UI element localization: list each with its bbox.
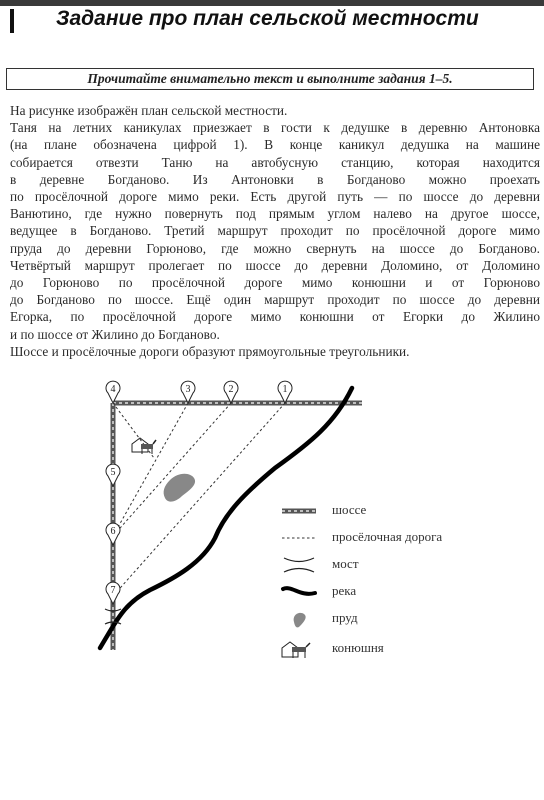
text-line: до Горюново по просёлочной дороге мимо конюшни и от Горюново: [10, 275, 540, 291]
pin-number: 6: [110, 526, 116, 537]
text-line: по просёлочной дороге мимо реки. Есть другой путь — по шоссе до деревни: [10, 189, 540, 205]
stable-icon: [132, 438, 156, 454]
legend-item-dirt-road: [280, 527, 480, 549]
text-line: (на плане обозначена цифрой 1). В конце каникул дедушка на машине: [10, 137, 540, 153]
text-line: На рисунке изображён план сельской местности.: [10, 103, 288, 118]
dirt-roads: [110, 403, 285, 596]
text-line: до Богданово по шоссе. Ещё один маршрут проходит по шоссе до деревни: [10, 292, 540, 308]
pin-marker: [106, 464, 120, 486]
legend-label: мост: [332, 556, 359, 571]
pin-marker: [106, 582, 120, 604]
legend-item-river: [280, 581, 480, 603]
bridge-icon: [280, 554, 318, 576]
highway-icon: [280, 500, 318, 522]
text-line: Четвёртый маршрут пролегает по шоссе до деревни Доломино, от Доломино: [10, 257, 540, 273]
pond: [164, 474, 195, 502]
pin-marker: [278, 381, 292, 403]
text-line: собирается отвезти Таню на автобусную станцию, которая находится: [10, 154, 540, 170]
legend-label: река: [332, 583, 357, 598]
problem-text: [10, 102, 540, 360]
pond-icon: [280, 608, 318, 630]
text-line: ведущее в Богданово. Третий маршрут проходит по просёлочной дороге мимо: [10, 223, 540, 239]
map-legend: [280, 500, 480, 670]
page-title: Задание про план сельской местности: [56, 7, 479, 30]
pin-number: 4: [110, 384, 116, 395]
pin-number: 5: [110, 467, 116, 478]
text-line: Ванютино, где нужно повернуть под прямым углом налево на другое шоссе,: [10, 206, 540, 222]
page-heading: [10, 7, 540, 37]
pin-marker: [181, 381, 195, 403]
text-line: Таня на летних каникулах приезжает в гости к дедушке в деревню Антоновка: [10, 120, 540, 136]
legend-label: шоссе: [332, 502, 367, 517]
text-line: Егорка, по просёлочной дороге мимо конюшни от Егорки до Жилино: [10, 309, 540, 325]
legend-label: конюшня: [332, 640, 384, 655]
text-line: и по шоссе от Жилино до Богданово.: [10, 326, 220, 342]
pin-marker: [106, 523, 120, 545]
legend-item-bridge: [280, 554, 480, 576]
task-instruction-box: Прочитайте внимательно текст и выполните задания 1–5.: [6, 68, 534, 90]
dirt-road-icon: [280, 527, 318, 549]
river-icon: [280, 581, 318, 603]
pin-marker: [106, 381, 120, 403]
text-line: в деревне Богданово. Из Антоновки в Богданово можно проехать: [10, 171, 540, 187]
top-bar: [0, 0, 544, 6]
heading-marker: [10, 9, 14, 33]
legend-label: просёлочная дорога: [332, 529, 443, 544]
text-line: Шоссе и просёлочные дороги образуют прямоугольные треугольники.: [10, 343, 410, 359]
text-line: пруда до деревни Горюново, где можно свернуть на шоссе до Богданово.: [10, 240, 540, 256]
legend-item-highway: [280, 500, 480, 522]
legend-item-stable: [280, 638, 480, 660]
pin-number: 2: [228, 384, 234, 395]
pin-number: 1: [282, 384, 288, 395]
legend-item-pond: [280, 608, 480, 630]
pin-number: 7: [110, 585, 116, 596]
legend-label: пруд: [332, 610, 358, 625]
pin-number: 3: [185, 384, 191, 395]
stable-icon: [280, 638, 318, 660]
pin-marker: [224, 381, 238, 403]
